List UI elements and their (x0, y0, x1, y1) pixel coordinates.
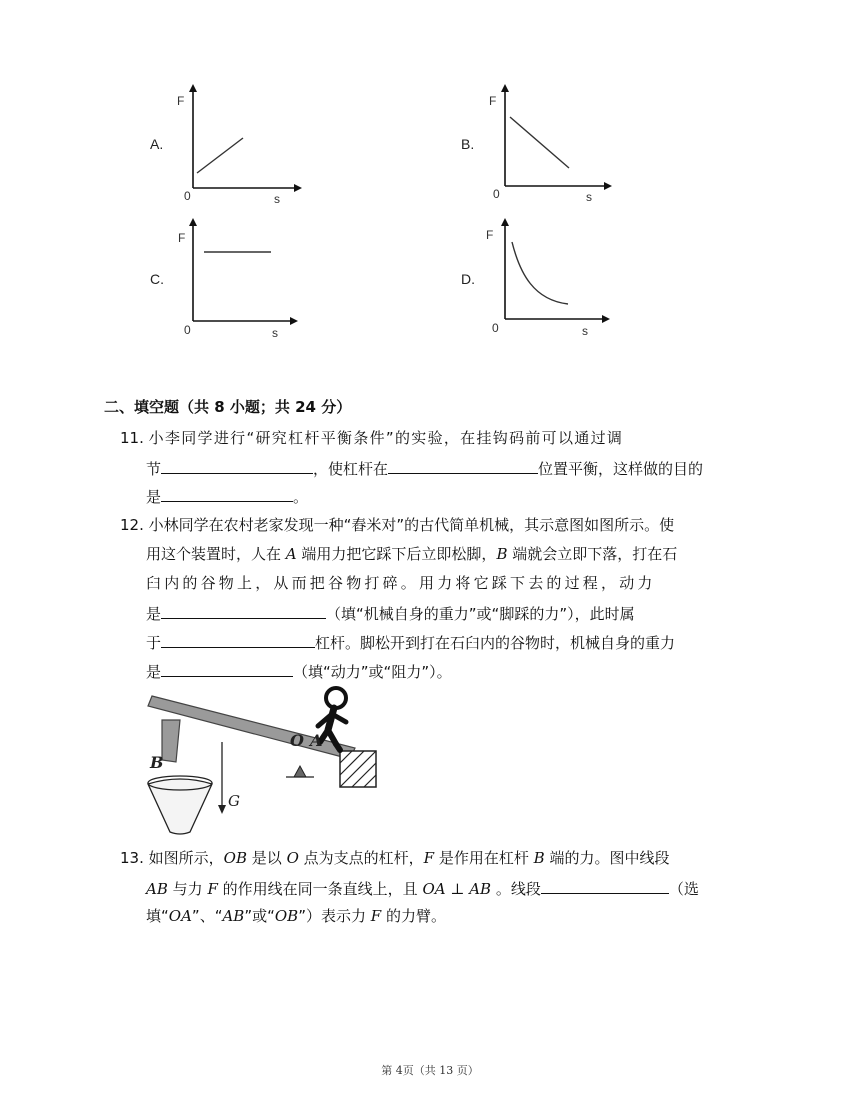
svg-text:s: s (582, 324, 588, 338)
svg-text:0: 0 (492, 321, 499, 335)
q13-line1: 13. 如图所示，OB 是以 O 点为支点的杠杆，F 是作用在杠杆 B 端的力。图中线段 (120, 849, 670, 867)
origin-label: 0 (184, 189, 191, 203)
q12-line4: 是 （填“机械自身的重力”或“脚踩的力”），此时属 (146, 602, 635, 624)
q13-line2: AB 与力 F 的作用线在同一条直线上，且 OA ⊥ AB 。线段 （选 (146, 877, 699, 899)
mortar (148, 779, 212, 834)
q11-line1: 11. 小李同学进行“研究杠杆平衡条件”的实验，在挂钩码前可以通过调 (120, 429, 624, 447)
graph-b (482, 80, 622, 209)
graph-a (170, 80, 310, 209)
f-label: F (177, 94, 185, 108)
curve-d (512, 242, 568, 304)
q11-line3: 是 。 (146, 485, 308, 507)
q13-blank-1[interactable] (541, 877, 669, 894)
q12-line3: 臼内的谷物上，从而把谷物打碎。用力将它踩下去的过程，动力 (146, 574, 656, 592)
label-b: B (150, 753, 164, 772)
person-head (326, 688, 346, 708)
fulcrum (294, 766, 306, 777)
option-c-label: C. (150, 271, 164, 287)
label-g: G (228, 792, 240, 810)
q12-blank-2[interactable] (161, 631, 315, 648)
page-footer: 第 4页（共 13 页） (381, 1064, 479, 1077)
s-label: s (274, 192, 280, 205)
curve-b (510, 117, 569, 168)
curve-a (197, 138, 243, 173)
q11-blank-2[interactable] (388, 457, 538, 474)
graph-c (170, 214, 310, 343)
section-title: 二、填空题（共 8 小题；共 24 分） (104, 398, 352, 416)
q12-blank-1[interactable] (161, 602, 326, 619)
svg-text:s: s (272, 326, 278, 339)
q13-line3: 填“OA”、“AB”或“OB”）表示力 F 的力臂。 (146, 907, 446, 925)
q13-number: 13. (120, 849, 144, 867)
q12-number: 12. (120, 516, 144, 534)
pestle (162, 720, 180, 762)
option-a-label: A. (150, 136, 164, 152)
label-a: A (310, 731, 323, 750)
svg-text:s: s (586, 190, 592, 204)
option-b-label: B. (461, 136, 475, 152)
q11-blank-3[interactable] (161, 485, 293, 502)
q12-line2: 用这个装置时，人在 A 端用力把它踩下后立即松脚，B 端就会立即下落，打在石 (146, 545, 678, 563)
svg-text:F: F (486, 228, 494, 242)
q12-line6: 是 （填“动力”或“阻力”）。 (146, 660, 452, 682)
option-d-label: D. (461, 271, 475, 287)
q11-number: 11. (120, 429, 144, 447)
q12-blank-3[interactable] (161, 660, 293, 677)
q12-figure (140, 684, 390, 840)
label-o: O (290, 731, 304, 750)
q12-line5: 于 杠杆。脚松开到打在石臼内的谷物时，机械自身的重力 (146, 631, 675, 653)
q12-line1: 12. 小林同学在农村老家发现一种“舂米对”的古代简单机械，其示意图如图所示。使 (120, 516, 675, 534)
graph-d (482, 214, 622, 343)
svg-text:0: 0 (184, 323, 191, 337)
svg-text:0: 0 (493, 187, 500, 201)
q11-line2: 节 ，使杠杆在 位置平衡，这样做的目的 (146, 457, 703, 479)
q11-blank-1[interactable] (161, 457, 313, 474)
svg-text:F: F (489, 94, 497, 108)
svg-text:F: F (178, 231, 186, 245)
